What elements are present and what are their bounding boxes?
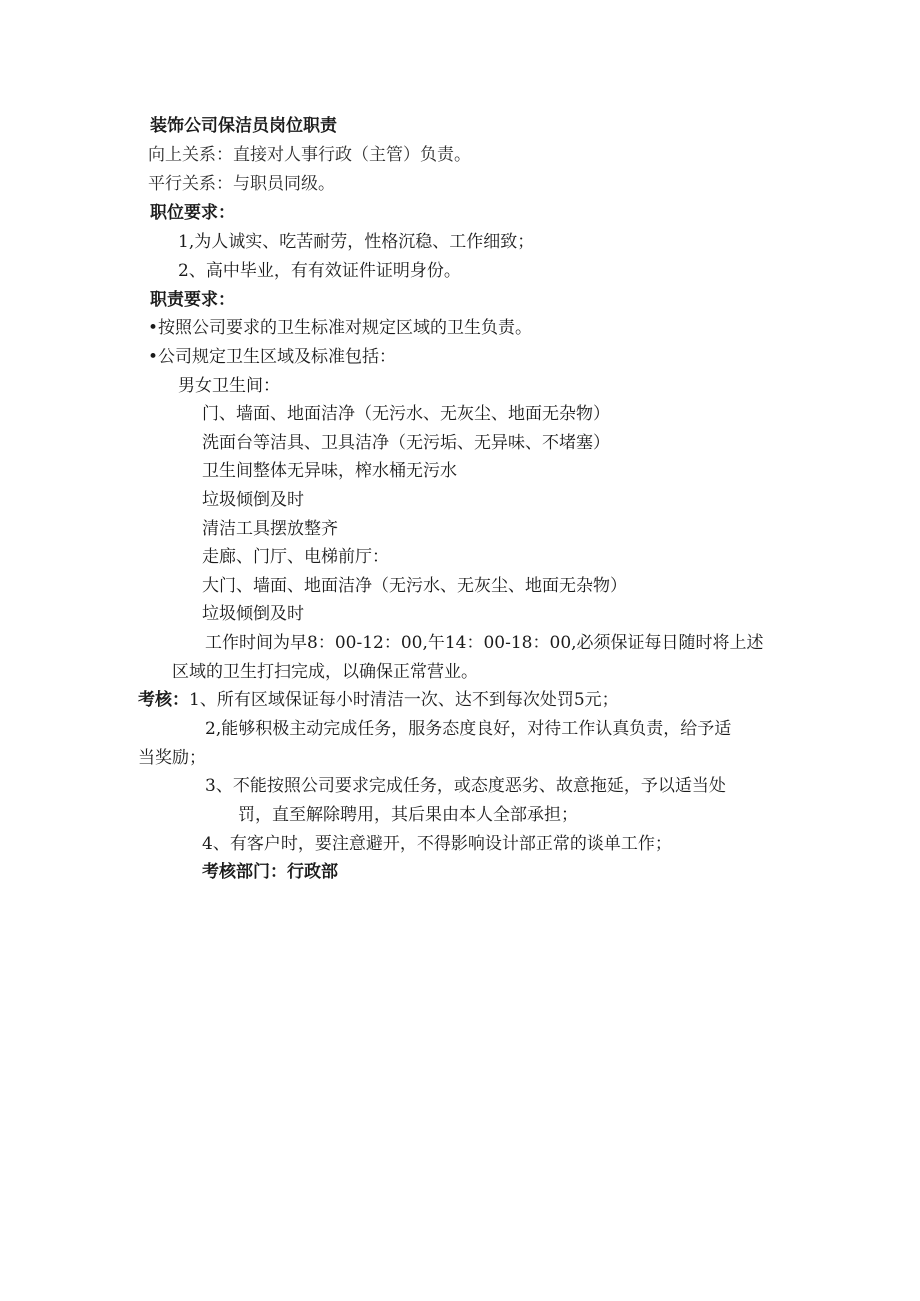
hall-item-1: 大门、墙面、地面洁净（无污水、无灰尘、地面无杂物） [202, 576, 627, 596]
restroom-item-4: 垃圾倾倒及时 [202, 490, 304, 510]
restroom-item-1: 门、墙面、地面洁净（无污水、无灰尘、地面无杂物） [202, 404, 610, 424]
restroom-item-5: 清洁工具摆放整齐 [202, 519, 338, 539]
work-time-line-1: 工作时间为早8：00-12：00,午14：00-18：00,必须保证每日随时将上述 [205, 633, 764, 653]
assessment-item-2-line-2: 当奖励； [138, 748, 206, 768]
hall-heading: 走廊、门厅、电梯前厅： [202, 547, 389, 567]
reporting-relation: 向上关系：直接对人事行政（主管）负责。 [148, 145, 471, 165]
assessment-label: 考核： [138, 690, 189, 710]
assessment-item-4: 4、有客户时，要注意避开，不得影响设计部正常的谈单工作； [202, 834, 672, 854]
assessment-department: 考核部门：行政部 [202, 862, 338, 882]
assessment-item-1: 1、所有区域保证每小时清洁一次、达不到每次处罚5元； [189, 690, 619, 710]
document-title: 装饰公司保洁员岗位职责 [150, 116, 337, 136]
work-time-line-2: 区域的卫生打扫完成，以确保正常营业。 [172, 662, 478, 682]
assessment-line-1 [138, 690, 619, 710]
restroom-heading: 男女卫生间： [178, 376, 280, 396]
restroom-item-2: 洗面台等洁具、卫具洁净（无污垢、无异味、不堵塞） [202, 433, 610, 453]
duty-bullet-1: •按照公司要求的卫生标准对规定区域的卫生负责。 [148, 318, 533, 338]
parallel-relation: 平行关系：与职员同级。 [148, 174, 335, 194]
position-requirement-1: 1,为人诚实、吃苦耐劳，性格沉稳、工作细致； [178, 232, 535, 252]
position-requirements-heading: 职位要求： [150, 203, 235, 223]
position-requirement-2: 2、高中毕业，有有效证件证明身份。 [178, 261, 461, 281]
assessment-item-3-line-2: 罚，直至解除聘用，其后果由本人全部承担； [238, 805, 578, 825]
restroom-item-3: 卫生间整体无异味，榨水桶无污水 [202, 461, 457, 481]
duty-bullet-2: •公司规定卫生区域及标准包括： [148, 347, 397, 367]
assessment-item-2-line-1: 2,能够积极主动完成任务，服务态度良好，对待工作认真负责，给予适 [205, 719, 732, 739]
assessment-item-3-line-1: 3、不能按照公司要求完成任务，或态度恶劣、故意拖延，予以适当处 [205, 776, 726, 796]
duty-requirements-heading: 职责要求： [150, 290, 235, 310]
hall-item-2: 垃圾倾倒及时 [202, 604, 304, 624]
